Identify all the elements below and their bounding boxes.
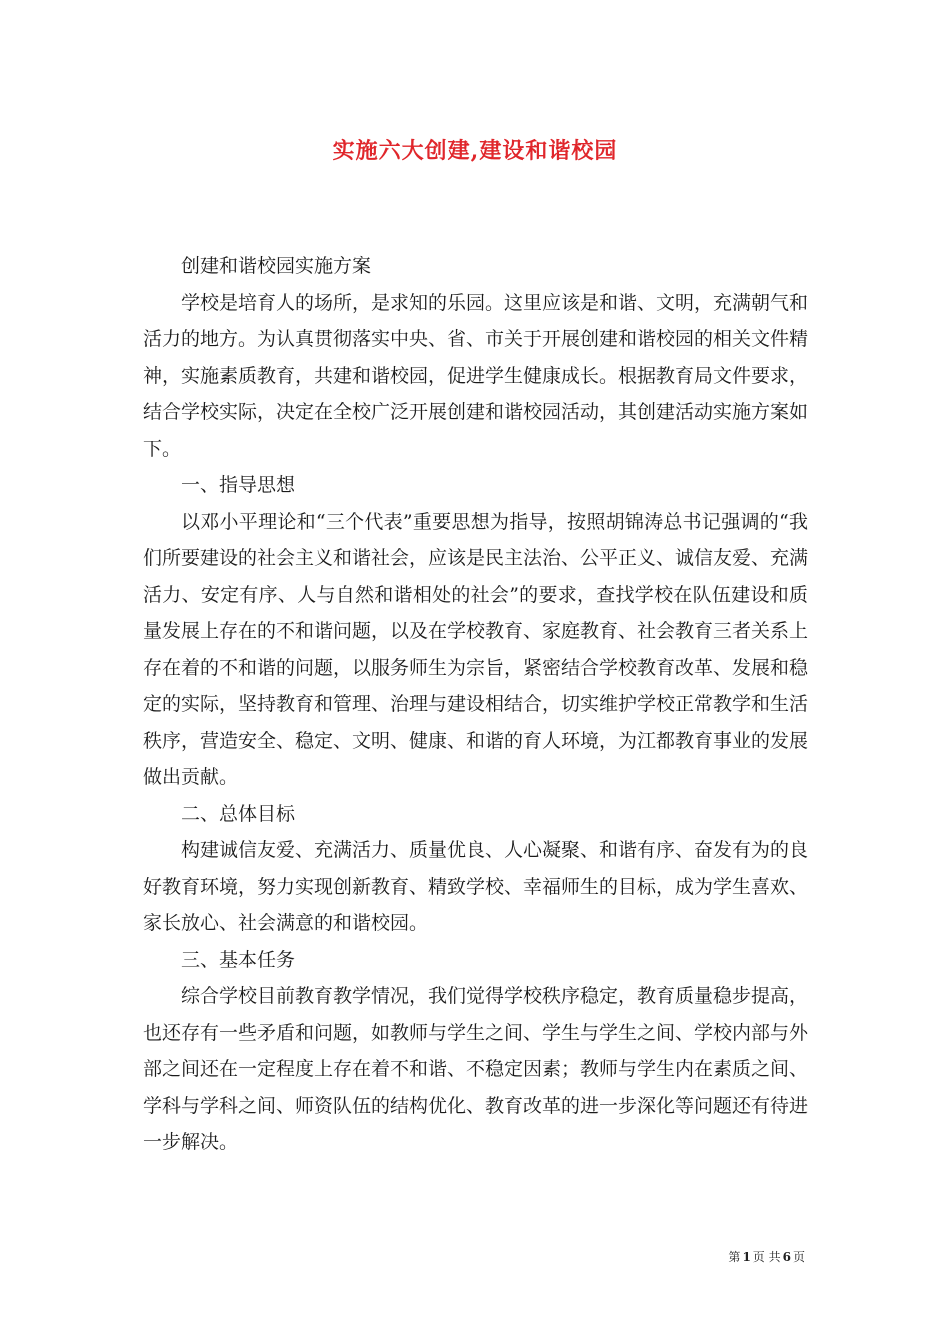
page-number-prefix: 第 — [728, 1250, 741, 1264]
page-number-total: 6 — [782, 1250, 791, 1264]
page-number-middle: 页 共 — [752, 1250, 781, 1264]
section-heading-2: 二、总体目标 — [181, 802, 296, 825]
paragraph-intro: 学校是培育人的场所，是求知的乐园。这里应该是和谐、文明，充满朝气和活力的地方。为认真贯彻落实中央、省、市关于开展创建和谐校园的相关文件精神，实施素质教育，共建和谐校园，促进学生健康成长。根据教育局文件要求，结合学校实际，决定在全校广泛开展创建和谐校园活动，其创建活动实施方案如下。 — [143, 291, 809, 460]
document-body — [143, 248, 808, 1161]
page-title: 实施六大创建,建设和谐校园 — [332, 138, 618, 164]
page-number — [728, 1248, 805, 1265]
paragraph-subtitle: 创建和谐校园实施方案 — [181, 255, 372, 277]
paragraph-overall-goal: 构建诚信友爱、充满活力、质量优良、人心凝聚、和谐有序、奋发有为的良好教育环境，努力实现创新教育、精致学校、幸福师生的目标，成为学生喜欢、家长放心、社会满意的和谐校园。 — [143, 839, 809, 934]
paragraph-guiding-thought: 以邓小平理论和“三个代表”重要思想为指导，按照胡锦涛总书记强调的“我们所要建设的社会主义和谐社会，应该是民主法治、公平正义、诚信友爱、充满活力、安定有序、人与自然和谐相处的社会”的要求，查找学校在队伍建设和质量发展上存在的不和谐问题，以及在学校教育、家庭教育、社会教育三者关系上存在着的不和谐的问题，以服务师生为宗旨，紧密结合学校教育改革、发展和稳定的实际，坚持教育和管理、治理与建设相结合，切实维护学校正常教学和生活秩序，营造安全、稳定、文明、健康、和谐的育人环境，为江都教育事业的发展做出贡献。 — [143, 510, 809, 788]
page-number-current: 1 — [742, 1250, 751, 1264]
paragraph-basic-tasks: 综合学校目前教育教学情况，我们觉得学校秩序稳定，教育质量稳步提高，也还存有一些矛盾和问题，如教师与学生之间、学生与学生之间、学校内部与外部之间还在一定程度上存在着不和谐、不稳定因素；教师与学生内在素质之间、学科与学科之间、师资队伍的结构优化、教育改革的进一步深化等问题还有待进一步解决。 — [143, 985, 809, 1153]
section-heading-1: 一、指导思想 — [181, 474, 296, 496]
page-number-suffix: 页 — [792, 1250, 805, 1264]
section-heading-3: 三、基本任务 — [181, 948, 296, 971]
